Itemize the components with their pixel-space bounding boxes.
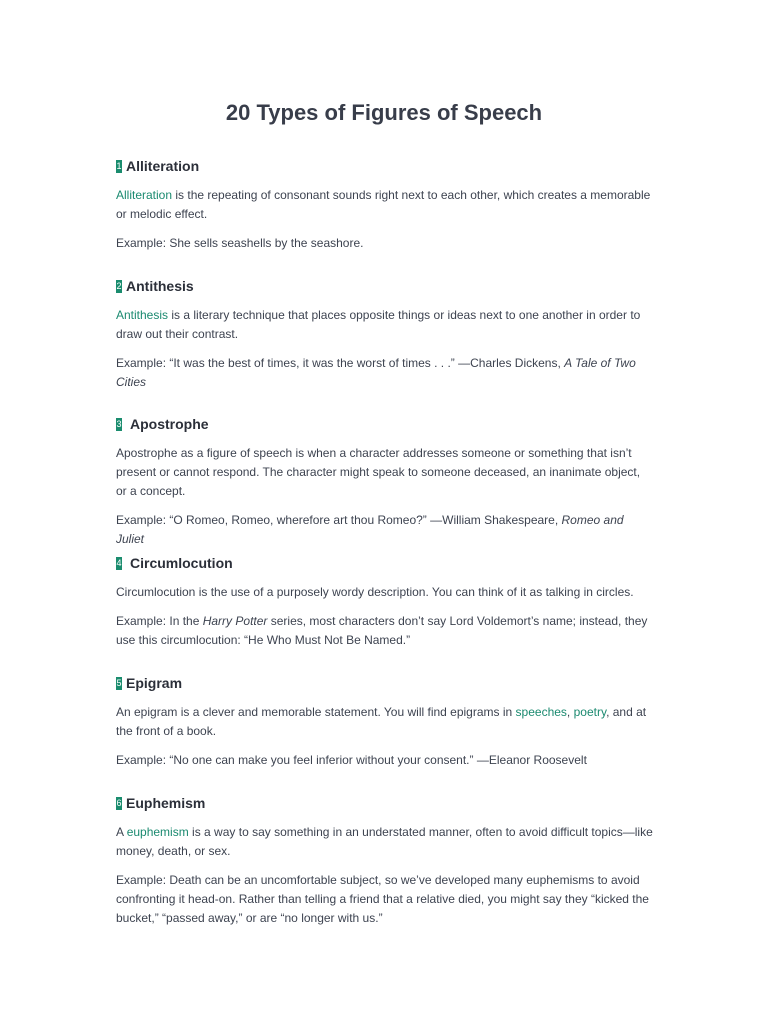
definition-paragraph: Antithesis is a literary technique that places opposite things or ideas next to one another in order to draw out their contrast.: [116, 308, 641, 341]
section-number-badge: 4: [116, 557, 122, 568]
example-paragraph: Example: “O Romeo, Romeo, wherefore art thou Romeo?” —William Shakespeare, Romeo and Juliet: [116, 513, 624, 546]
series-title: Harry Potter: [202, 614, 268, 628]
section-title: Alliteration: [126, 158, 200, 174]
section-apostrophe: [116, 414, 654, 549]
section-title: Epigram: [126, 675, 183, 691]
section-heading: [116, 156, 654, 176]
example-paragraph: Example: She sells seashells by the seashore.: [116, 236, 364, 250]
section-epigram: [116, 673, 654, 770]
section-heading: [116, 276, 654, 296]
book-title: A Tale of Two Cities: [116, 356, 636, 389]
section-number-badge: 6: [116, 797, 122, 808]
section-euphemism: [116, 793, 654, 928]
definition-paragraph: Apostrophe as a figure of speech is when a character addresses someone or something that isn’t present or cannot respond. The character might speak to someone deceased, an inanimate object, or a concept.: [116, 446, 641, 498]
section-heading: [116, 673, 654, 693]
section-number-badge: 5: [116, 677, 122, 688]
example-paragraph: Example: Death can be an uncomfortable subject, so we’ve developed many euphemisms to avoid confronting it head-on. Rather than telling a friend that a relative died, you might say they “kicked the bucket,” “passed away,” or are “no longer with us.”: [116, 873, 649, 925]
section-alliteration: [116, 156, 654, 253]
definition-paragraph: Alliteration is the repeating of consonant sounds right next to each other, which creates a memorable or melodic effect.: [116, 188, 651, 221]
definition-paragraph: Circumlocution is the use of a purposely wordy description. You can think of it as talking in circles.: [116, 585, 634, 599]
antithesis-link[interactable]: Antithesis: [116, 308, 169, 322]
section-heading: [116, 414, 654, 434]
definition-paragraph: A euphemism is a way to say something in an understated manner, often to avoid difficult topics—like money, death, or sex.: [116, 825, 653, 858]
section-number-badge: 1: [116, 160, 122, 171]
example-paragraph: Example: In the Harry Potter series, most characters don’t say Lord Voldemort’s name; instead, they use this circumlocution: “He Who Must Not Be Named.”: [116, 614, 648, 647]
play-title: Romeo and Juliet: [116, 513, 624, 546]
alliteration-link[interactable]: Alliteration: [116, 188, 173, 202]
definition-paragraph: An epigram is a clever and memorable statement. You will find epigrams in speeches, poetry, and at the front of a book.: [116, 705, 647, 738]
example-paragraph: Example: “It was the best of times, it was the worst of times . . .” —Charles Dickens, A Tale of Two Cities: [116, 356, 636, 389]
section-antithesis: [116, 276, 654, 392]
euphemism-link[interactable]: euphemism: [126, 825, 189, 839]
section-title: Euphemism: [126, 795, 206, 811]
example-paragraph: Example: “No one can make you feel inferior without your consent.” —Eleanor Roosevelt: [116, 753, 587, 767]
section-title: Circumlocution: [130, 555, 233, 571]
section-number-badge: 2: [116, 280, 122, 291]
poetry-link[interactable]: poetry: [573, 705, 607, 719]
section-title: Apostrophe: [130, 416, 209, 432]
section-heading: [116, 553, 654, 573]
page-title: 20 Types of Figures of Speech: [225, 100, 543, 125]
section-title: Antithesis: [126, 278, 194, 294]
section-number-badge: 3: [116, 418, 122, 429]
speeches-link[interactable]: speeches: [515, 705, 567, 719]
section-heading: [116, 793, 654, 813]
section-circumlocution: [116, 553, 654, 650]
